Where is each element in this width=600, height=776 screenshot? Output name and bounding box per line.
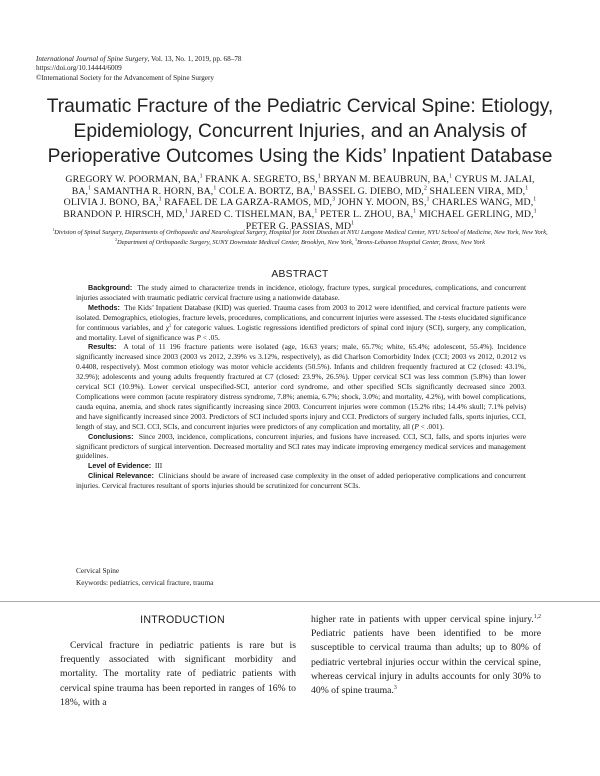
methods-text-d: < .05. [200,332,220,342]
journal-doi[interactable]: https://doi.org/10.14444/6009 [36,64,122,73]
intro-col2-text-a: higher rate in patients with upper cervical spine injury. [311,614,534,625]
author-name: PETER G. PASSIAS, MD [245,220,352,232]
abstract-methods [76,303,526,343]
clinical-text: Clinicians should be aware of increased case complexity in the onset of added perioperative complications and concurrent injuries. Cervical fractures resultant of sports injuries should be scrutinized for concurrent SCIs. [76,471,526,491]
author-12 [432,197,536,208]
author-name: JARED C. TISHELMAN, BA, [190,209,315,221]
author-16 [419,209,537,220]
citation-1-2: 1,2 [533,613,541,620]
clinical-label: Clinical Relevance: [88,471,154,481]
author-affiliation-mark: 1 [533,197,537,204]
author-7 [318,186,427,197]
author-name: CHARLES WANG, MD, [432,197,534,209]
author-name: BRANDON P. HIRSCH, MD, [63,209,185,221]
author-affiliation-mark: 1 [533,208,537,215]
author-name: FRANK A. SEGRETO, BS, [205,174,318,185]
author-affiliation-mark: 1 [426,197,430,204]
author-affiliation-mark: 1 [317,173,321,180]
conclusions-text: Since 2003, incidence, complications, concurrent injuries, and fusions have increased. CCI, SCI, falls, and sports injuries were significant predictors of surgical intervention. Decreased mortality and SCI rates may indicate improving emergency medical services and management guidelines. [76,431,526,461]
citation-3: 3 [393,684,397,691]
results-text: A total of 11 196 fracture patients were isolated (age, 16.63 years; male, 65.7%; white, 65.4%; adolescent, 55.4%). Incidence significantly increased since 2003 (2003 vs 2012, 2.39% vs 3.12%, respectively), as did Charlson Comorbidity Index (CCI; 2003 vs 2012, 0.2012 vs 0.4408, respectively). Most common etiology was motor vehicle accidents (50.5%). Infants and children frequently fractured at C2 (closed: 43.1%, 32.9%); adolescents and young adults frequently fractured at C7 (closed: 23.9%, 26.5%). Upper cervical SCI was less common (5.8%) than lower cervical SCI (10.9%). Lower cervical unspecified-SCI, anterior cord syndrome, and other specified SCIs significantly decreased since 2003. Complications were common (acute respiratory distress syndrome, 7.8%; anemia, 6.7%; shock, 3.0%; and mortality, 4.2%), with bowel complications, cauda equina, anemia, and shock rates significantly increasing since 2003. Concurrent injuries were common (15.2% ribs; 14.4% skull; 7.1% pelvis) and have significantly increased since 2003. Predictors of SCI included sports injury and CCI. Predictors of surgery included falls, sports injuries, CCI, length of stay, and SCI. CCI, SCIs, and concurrent injuries were predictors of any complication and mortality, all ( [76,342,526,431]
results-p: P [414,421,419,431]
intro-column-right [311,613,541,698]
author-name: SAMANTHA R. HORN, BA, [93,185,214,197]
author-affiliation-mark: 1 [213,185,217,192]
author-1 [65,174,202,185]
author-15 [320,209,416,220]
author-name: COLE A. BORTZ, BA, [218,185,313,197]
author-affiliation-mark: 1 [184,208,188,215]
journal-citation [36,55,556,64]
methods-text-a: The Kids’ Inpatient Database (KID) was queried. Trauma cases from 2003 to 2012 were identified, and cervical fracture patients were isolated. Demographics, etiologies, fracture levels, procedures, complications, and concurrent injuries were assessed. The [76,302,526,322]
author-6 [219,186,316,197]
author-9 [64,197,162,208]
background-label: Background: [88,283,133,292]
author-list [56,174,544,233]
author-3 [323,174,452,185]
conclusions-label: Conclusions: [88,431,134,441]
author-affiliation-mark: 1 [158,197,162,204]
author-affiliation-mark: 1 [525,185,529,192]
methods-p: P [196,332,201,342]
author-name: SHALEEN VIRA, MD, [429,185,526,197]
author-affiliation-mark: 3 [332,197,336,204]
author-affiliation-mark: 1 [351,220,355,227]
author-14 [190,209,317,220]
introduction-heading: INTRODUCTION [140,614,225,626]
abstract-level [76,461,526,471]
author-8 [430,186,529,197]
section-divider [0,601,600,602]
author-name: CYRUS M. JALAI, BA, [71,174,535,197]
author-affiliation-mark: 2 [423,185,427,192]
author-name: RAFAEL DE LA GARZA-RAMOS, MD, [164,197,333,209]
methods-t: t [438,312,441,322]
abstract-conclusions [76,432,526,462]
author-affiliation-mark: 1 [449,173,453,180]
affiliation-mark: 3 [355,237,357,242]
affiliation-text: Department of Orthopaedic Surgery, SUNY Downstate Medical Center, Brooklyn, New York, [116,238,356,246]
author-13 [63,209,187,220]
intro-column-left: Cervical fracture in pediatric patients is rare but is frequently associated with significant morbidity and mortality. The mortality rate of pediatric patients with cervical spine trauma has been reported in ranges of 16% to 18%, with a [60,640,296,708]
author-2 [205,174,320,185]
affiliation-text: Bronx-Lebanon Hospital Center, Bronx, New York [356,238,485,246]
author-affiliation-mark: 1 [314,208,318,215]
author-name: PETER L. ZHOU, BA, [319,209,414,221]
intro-col2-text-b: Pediatric patients have been identified to be more susceptible to cervical trauma than adults; up to 80% of pediatric vertebral injuries occur within the cervical spine, whereas cervical injury in adults accounts for only 30% to 40% of spine trauma. [311,628,541,697]
author-affiliation-mark: 1 [312,185,316,192]
author-name: BRYAN M. BEAUBRUN, BA, [323,174,450,185]
author-name: GREGORY W. POORMAN, BA, [65,174,200,185]
author-name: JOHN Y. MOON, BS, [337,197,427,209]
section-category: Cervical Spine [76,566,120,575]
abstract-heading: ABSTRACT [271,269,329,280]
methods-label: Methods: [88,302,120,312]
background-text: The study aimed to characterize trends in incidence, etiology, fracture types, surgical procedures, complications, and concurrent injuries associated with traumatic pediatric cervical fracture using a nationwide database. [76,283,526,302]
methods-text-c: for categoric values. Logistic regressions identified predictors of spinal cord injury (SCI), surgery, any complication, and mortality. Level of significance was [76,322,526,342]
level-label: Level of Evidence: [88,461,152,471]
results-end: < .001). [418,421,444,431]
author-10 [164,197,335,208]
methods-text-b: -tests elucidated significance for continuous variables, and χ [76,312,527,332]
journal-copyright: ©International Society for the Advancement of Spine Surgery [36,73,214,82]
author-5 [94,186,217,197]
author-11 [338,197,430,208]
author-name: OLIVIA J. BONO, BA, [63,197,159,209]
author-name: BASSEL G. DIEBO, MD, [318,185,424,197]
results-label: Results: [88,342,117,352]
affiliations [46,228,554,247]
methods-sup: 2 [169,322,172,328]
keywords: Keywords: pediatrics, cervical fracture, trauma [76,578,214,587]
level-text: III [154,461,163,471]
abstract-results [76,342,526,431]
abstract-background [76,283,526,303]
journal-header [36,55,556,83]
abstract-body [76,283,526,491]
author-affiliation-mark: 1 [88,185,92,192]
journal-volume: , Vol. 13, No. 1, 2019, pp. 68–78 [147,55,242,63]
author-name: MICHAEL GERLING, MD, [418,209,534,221]
article-title: Traumatic Fracture of the Pediatric Cervical Spine: Etiology, Epidemiology, Concurrent Injuries, and an Analysis of Perioperative Outcomes Using the Kids’ Inpatient Database [46,96,554,167]
affiliation-text: Division of Spinal Surgery, Departments of Orthopaedic and Neurological Surgery, Hospital for Joint Diseases at NYU Langone Medical Center, NYU School of Medicine, New York, New York, [54,229,548,236]
abstract-clinical [76,471,526,491]
affiliation-mark: 1 [52,227,55,232]
author-affiliation-mark: 1 [199,173,203,180]
journal-name: International Journal of Spine Surgery [36,55,148,63]
affiliation-mark: 2 [115,237,117,242]
author-affiliation-mark: 1 [413,208,417,215]
